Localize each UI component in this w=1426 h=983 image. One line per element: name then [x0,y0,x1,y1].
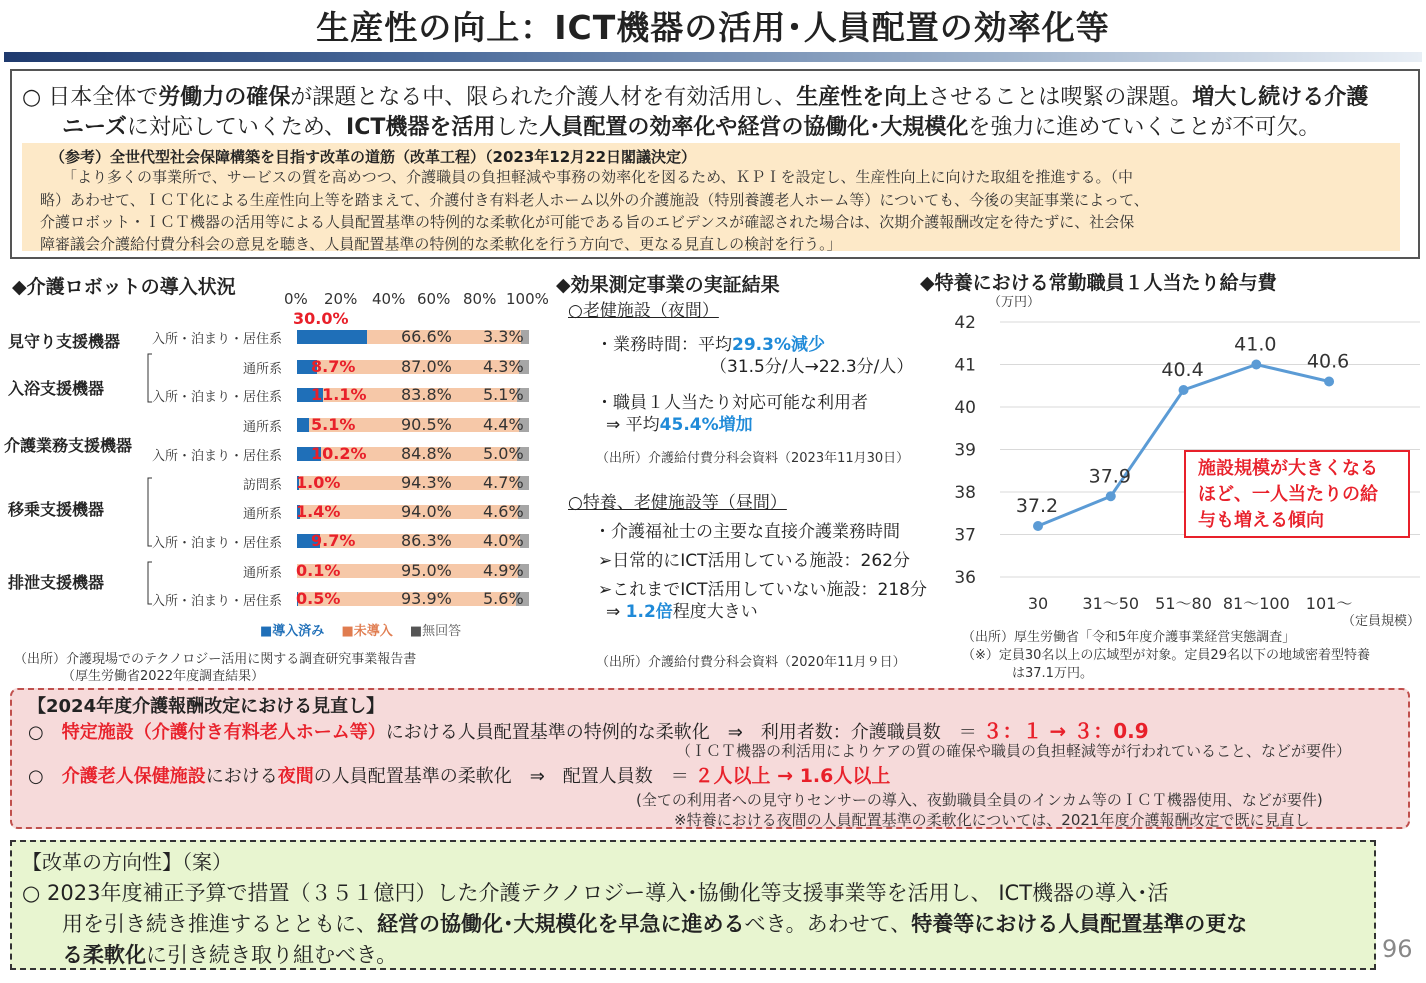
category-label: 介護業務支援機器 [4,436,133,455]
bracket [148,562,152,604]
page-number: 96 [1382,935,1413,963]
bar-value-label: 86.3% [401,531,452,550]
legend-adopted: ■導入済み [260,624,325,639]
row-sublabel: 通所系 [242,566,282,581]
revision-note-2: (全ての利用者への見守りセンサーの導入、夜勤職員全員のインカム等のＩＣＴ機器使用、などが要件) [636,791,1323,809]
bar-value-label: 8.7% [311,357,356,376]
annotation-line: 与も増える傾向 [1198,510,1324,531]
y-tick-label: 37 [954,525,976,546]
axis-tick: 60% [417,290,451,308]
row-sublabel: 入所・泊まり・居住系 [152,449,283,464]
bar-value-label: 84.8% [401,444,452,463]
bar-value-label: 94.0% [401,502,452,521]
bracket [148,354,152,402]
intro-line-2: ニーズに対応していくため、ICT機器を活用した人員配置の効率化や経営の協働化･大規模化を強力に進めていくことが不可欠。 [62,115,1321,140]
effect-c4: ⇒ 1.2倍程度大きい [606,602,758,622]
data-point [1033,521,1043,531]
revision-title: 【2024年度介護報酬改定における見直し】 [28,696,385,717]
bar-value-label: 1.4% [296,502,341,521]
x-tick-label: 101～ [1305,594,1353,613]
bar-value-label: 10.2% [311,444,367,463]
reform-title: 【改革の方向性】（案） [22,850,232,874]
bar-value-label: 1.0% [296,473,341,492]
bar-value-label: 4.7% [483,473,524,492]
reform-line-1: ○ 2023年度補正予算で措置（３５１億円）した介護テクノロジー導入･協働化等支援事業等を活用し、 ICT機器の導入･活 [22,881,1169,905]
data-point [1179,385,1189,395]
category-label: 排泄支援機器 [8,573,105,592]
x-tick-label: 81～100 [1222,594,1290,613]
robot-heading: ◆介護ロボットの導入状況 [12,276,236,298]
reform-line-2: 用を引き続き推進するとともに、経営の協働化･大規模化を早急に進めるべき。あわせて、特養等における人員配置基準の更な [62,912,1248,936]
x-tick-label: 30 [1027,594,1049,613]
bar-value-label: 11.1% [311,385,367,404]
data-point [1324,377,1334,387]
effect-b2b: ⇒ 平均45.4%増加 [606,415,753,435]
legend-not-adopted: ■未導入 [341,624,393,639]
bar-value-label: 90.5% [401,415,452,434]
y-tick-label: 40 [954,398,976,418]
robot-legend [260,620,461,639]
y-tick-label: 42 [954,313,976,333]
revision-item-2: ○ 介護老人保健施設における夜間の人員配置基準の柔軟化 ⇒ 配置人員数 ＝ ２人以上 → 1.6人以上 [28,765,891,787]
title-bar [4,52,1422,62]
chart-source-3: は37.1万円。 [1012,666,1093,681]
row-sublabel: 入所・泊まり・居住系 [152,594,283,609]
robot-source-1: （出所）介護現場でのテクノロジー活用に関する調査研究事業報告書 [14,652,417,667]
axis-tick: 100% [506,290,549,308]
row-sublabel: 通所系 [242,420,282,435]
bar-value-label: 4.0% [483,531,524,550]
data-point [1251,360,1261,370]
reference-line: 略）あわせて、ＩＣＴ化による生産性向上等を踏まえて、介護付き有料老人ホーム以外の介護施設（特別養護老人ホーム等）についても、今後の実証事業によって、 [40,191,1149,209]
effect-b1b: （31.5分/人→22.3分/人） [710,357,914,377]
axis-tick: 20% [324,290,358,308]
effect-sub2: ○特養、老健施設等（昼間） [568,493,787,513]
effect-b2a: ・職員１人当たり対応可能な利用者 [596,393,868,413]
chart-source-2: （※）定員30名以上の広域型が対象。定員29名以下の地域密着型特養 [962,648,1370,663]
row-sublabel: 入所・泊まり・居住系 [152,390,283,405]
effect-sub1: ○老健施設（夜間） [568,301,719,321]
reference-title: （参考）全世代型社会保障構築を目指す改革の道筋（改革工程）（2023年12月22日閣議決定） [50,148,697,166]
data-label: 40.4 [1161,359,1204,381]
axis-tick: 40% [372,290,406,308]
data-label: 37.2 [1015,495,1059,517]
revision-note-1: （ＩＣＴ機器の利活用によりケアの質の確保や職員の負担軽減等が行われていること、などが要件） [676,742,1352,760]
y-tick-label: 39 [954,440,976,461]
bracket [148,478,152,546]
bar-value-label: 66.6% [401,327,452,346]
bar-value-label: 5.6% [483,589,524,608]
legend-no-answer: ■無回答 [409,624,462,639]
effect-source-2: （出所）介護給付費分科会資料（2020年11月９日） [596,655,906,670]
effect-c2: ➢日常的にICT活用している施設：262分 [598,551,910,571]
y-tick-label: 36 [954,568,976,588]
annotation-line: 施設規模が大きくなる [1198,458,1378,479]
axis-tick: 80% [463,290,497,308]
bar-value-label: 5.1% [311,415,356,434]
bar-value-label: 0.1% [296,561,341,580]
category-label: 入浴支援機器 [8,379,105,398]
effect-c1: ・介護福祉士の主要な直接介護業務時間 [594,522,900,542]
x-tick-label: 51～80 [1155,594,1212,613]
row-sublabel: 訪問系 [242,478,282,493]
bar-value-label: 5.1% [483,385,524,404]
data-label: 41.0 [1234,333,1277,356]
robot-source-2: （厚生労働省2022年度調査結果） [62,669,265,684]
effect-b1a: ・業務時間：平均29.3%減少 [596,335,825,355]
row-sublabel: 入所・泊まり・居住系 [152,536,283,551]
annotation-line: ほど、一人当たりの給 [1198,484,1378,505]
y-tick-label: 41 [954,355,976,376]
category-label: 移乗支援機器 [8,500,105,519]
bar-value-label: 4.4% [483,415,524,434]
revision-item-1: ○ 特定施設（介護付き有料老人ホーム等）における人員配置基準の特例的な柔軟化 ⇒ 利用者数：介護職員数 ＝ ３：１ → ３：0.9 [28,719,1149,743]
effect-heading: ◆効果測定事業の実証結果 [556,274,780,296]
bar-value-label: 3.3% [483,327,524,346]
bar-value-label: 30.0% [293,309,349,328]
effect-source-1: （出所）介護給付費分科会資料（2023年11月30日） [596,451,910,466]
axis-tick: 0% [284,290,308,308]
reference-line: 介護ロボット・ＩＣＴ機器の活用等による人員配置基準の特例的な柔軟化が可能である旨のエビデンスが確認された場合は、次期介護報酬改定を待たずに、社会保 [40,213,1135,231]
bar-value-label: 5.0% [483,444,524,463]
reference-line: 「より多くの事業所で、サービスの質を高めつつ、介護職員の負担軽減や事務の効率化を図るため、ＫＰＩを設定し、生産性向上に向けた取組を推進する。（中 [62,168,1134,186]
bar-value-label: 9.7% [311,531,356,550]
bar-segment-adopted [297,330,367,344]
bar-value-label: 0.5% [296,589,341,608]
bar-value-label: 87.0% [401,357,452,376]
bar-value-label: 4.9% [483,561,524,580]
data-point [1106,491,1116,501]
bar-value-label: 94.3% [401,473,452,492]
reference-line: 障審議会介護給付費分科会の意見を聴き、人員配置基準の特例的な柔軟化を行う方向で、更なる見直しの検討を行う。」 [40,235,842,253]
bar-segment-adopted [297,418,309,432]
row-sublabel: 通所系 [242,507,282,522]
revision-note-3: ※特養における夜間の人員配置基準の柔軟化については、2021年度介護報酬改定で既に見直し [674,811,1310,829]
y-tick-label: 38 [954,483,976,503]
data-label: 37.9 [1088,465,1131,488]
bar-value-label: 93.9% [401,589,452,608]
intro-line-1: ○ 日本全体で労働力の確保が課題となる中、限られた介護人材を有効活用し、生産性を向上させることは喫緊の課題。増大し続ける介護 [22,85,1369,110]
salary-chart-title: ◆特養における常勤職員１人当たり給与費 [920,272,1277,294]
chart-source-1: （出所）厚生労働省「令和5年度介護事業経営実態調査」 [962,630,1296,645]
category-label: 見守り支援機器 [8,332,121,351]
data-label: 40.6 [1306,350,1350,373]
page-title: 生産性の向上：ICT機器の活用･人員配置の効率化等 [316,8,1110,47]
reform-line-3: る柔軟化に引き続き取り組むべき。 [62,943,398,967]
row-sublabel: 入所・泊まり・居住系 [152,332,283,347]
bar-value-label: 4.3% [483,357,524,376]
bar-value-label: 83.8% [401,385,452,404]
x-axis-label: （定員規模） [1341,614,1420,629]
category-brackets [140,350,160,610]
effect-c3: ➢これまでICT活用していない施設：218分 [598,580,927,600]
bar-value-label: 4.6% [483,502,524,521]
y-axis-unit: （万円） [988,295,1041,310]
x-tick-label: 31～50 [1082,594,1140,613]
row-sublabel: 通所系 [242,362,282,377]
chart-annotation-box [1184,450,1410,538]
bar-value-label: 95.0% [401,561,452,580]
